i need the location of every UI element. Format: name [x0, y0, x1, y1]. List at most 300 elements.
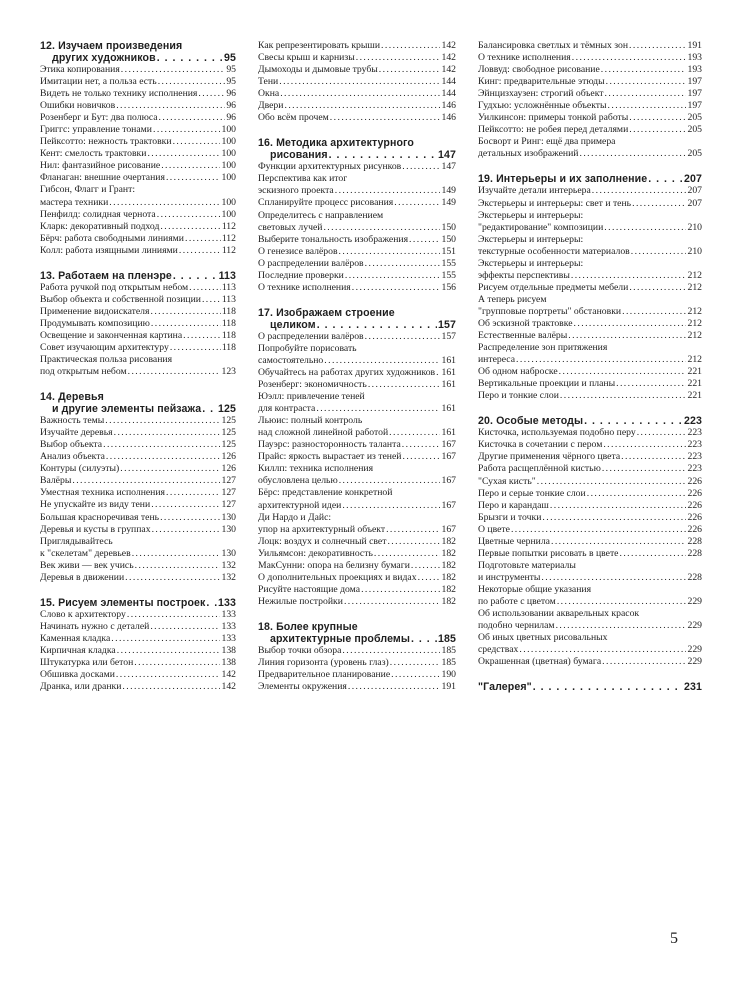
toc-entry-text: Попробуйте порисовать: [258, 342, 357, 354]
toc-entry-page: 144: [441, 76, 456, 88]
section-title-line: [478, 681, 702, 693]
dot-leader: [157, 209, 221, 221]
toc-entry-text: Цветные чернила: [478, 535, 550, 547]
toc-entry-line: [478, 88, 702, 100]
dot-leader: [173, 270, 218, 282]
toc-entry: [478, 560, 702, 584]
toc-entry-line: [478, 439, 702, 451]
toc-entry-text: детальных изображений: [478, 148, 579, 160]
toc-entry-line: [258, 391, 456, 403]
toc-entry-page: 226: [687, 475, 702, 487]
dot-leader: [389, 427, 440, 439]
toc-entry-page: 223: [687, 463, 702, 475]
dot-leader: [572, 52, 687, 64]
toc-entry-text: Первые попытки рисовать в цвете: [478, 547, 619, 559]
toc-entry-line: [478, 342, 702, 354]
toc-entry-page: 226: [687, 487, 702, 499]
toc-entry-page: 161: [441, 354, 456, 366]
toc-entry-text: Важность темы: [40, 415, 105, 427]
toc-entry-text: Об использовании акварельных красок: [478, 608, 640, 620]
toc-entry-text: Кларк: декоративный подход: [40, 220, 160, 232]
toc-entry-line: [258, 100, 456, 112]
toc-entry: [258, 234, 456, 246]
dot-leader: [106, 451, 221, 463]
toc-entry-page: 226: [687, 523, 702, 535]
toc-entry-page: 207: [687, 197, 702, 209]
toc-entry-line: [40, 136, 236, 148]
toc-entry-line: [478, 572, 702, 584]
toc-entry-line: [478, 148, 702, 160]
toc-entry-line: [478, 52, 702, 64]
toc-entry-line: [478, 124, 702, 136]
toc-entry-text: Перо и серые тонкие слои: [478, 487, 586, 499]
dot-leader: [150, 621, 220, 633]
toc-entry-line: [478, 282, 702, 294]
toc-section: [258, 307, 456, 608]
toc-entry: [40, 645, 236, 657]
section-title-line: [40, 40, 236, 52]
toc-entry-text: Бёрч: работа свободными линиями: [40, 232, 184, 244]
toc-entry: [258, 173, 456, 197]
dot-leader: [605, 88, 687, 100]
toc-entry-text: Окрашенная (цветная) бумага: [478, 656, 602, 668]
toc-entry-page: 221: [687, 390, 702, 402]
toc-entry-text: световых лучей: [258, 221, 323, 233]
toc-entry: [258, 681, 456, 693]
toc-entry-line: [40, 572, 236, 584]
toc-entry-line: [478, 198, 702, 210]
toc-entry-text: А теперь рисуем: [478, 293, 547, 305]
toc-entry-text: Кисточка в сочетании с пером: [478, 439, 603, 451]
toc-entry-line: [40, 342, 236, 354]
toc-section: [258, 621, 456, 693]
toc-entry-text: Век живи — век учись: [40, 559, 134, 571]
toc-entry-line: [478, 560, 702, 572]
dot-leader: [368, 379, 441, 391]
toc-entry: [478, 500, 702, 512]
section-title: [478, 415, 702, 427]
toc-entry-page: 144: [441, 88, 456, 100]
section-title-line: [258, 149, 456, 161]
dot-leader: [173, 136, 221, 148]
toc-entry-page: 167: [441, 451, 456, 463]
toc-entry-page: 96: [226, 112, 236, 124]
toc-entry-text: Кент: смелость трактовки: [40, 148, 147, 160]
toc-entry-line: [40, 282, 236, 294]
toc-entry: [40, 572, 236, 584]
dot-leader: [117, 645, 221, 657]
dot-leader: [335, 185, 441, 197]
toc-entry-text: Практическая польза рисования: [40, 354, 173, 366]
toc-entry-text: эффекты перспективы: [478, 269, 570, 281]
dot-leader: [166, 487, 220, 499]
dot-leader: [342, 645, 440, 657]
toc-entry-line: [478, 234, 702, 246]
toc-entry-text: Кинг: предварительные этюды: [478, 76, 605, 88]
dot-leader: [559, 366, 687, 378]
toc-entry-page: 112: [221, 232, 236, 244]
toc-entry-page: 118: [221, 305, 236, 317]
toc-entry: [40, 342, 236, 354]
toc-entry-line: [258, 222, 456, 234]
section-title: [40, 40, 236, 64]
toc-entry: [258, 246, 456, 258]
toc-entry-line: [258, 512, 456, 524]
toc-entry-line: [478, 500, 702, 512]
toc-entry: [258, 76, 456, 88]
toc-entry-text: Лоцк: воздух и солнечный свет: [258, 535, 387, 547]
toc-entry-line: [40, 451, 236, 463]
toc-entry-text: Окна: [258, 88, 280, 100]
dot-leader: [111, 633, 220, 645]
dot-leader: [550, 500, 687, 512]
toc-section: [478, 415, 702, 668]
dot-leader: [571, 270, 687, 282]
toc-entry: [478, 64, 702, 76]
toc-entry-page: 142: [221, 681, 236, 693]
toc-entry: [258, 584, 456, 596]
dot-leader: [125, 572, 220, 584]
toc-entry-text: и инструменты: [478, 571, 541, 583]
toc-entry: [478, 185, 702, 197]
toc-entry-text: Вертикальные проекции и планы: [478, 378, 616, 390]
toc-entry-page: 156: [441, 281, 456, 293]
toc-section: [258, 137, 456, 294]
dot-leader: [160, 221, 220, 233]
toc-entry-line: [258, 367, 456, 379]
toc-entry-text: Рисуйте настоящие дома: [258, 583, 361, 595]
toc-entry-text: Не упускайте из виду тени: [40, 499, 151, 511]
dot-leader: [317, 319, 437, 331]
toc-entry-page: 113: [221, 281, 236, 293]
toc-entry-text: Спланируйте процесс рисования: [258, 197, 394, 209]
dot-leader: [116, 100, 225, 112]
dot-leader: [637, 427, 687, 439]
dot-leader: [116, 669, 221, 681]
toc-entry: [478, 136, 702, 160]
dot-leader: [280, 88, 440, 100]
toc-entry-page: 205: [687, 124, 702, 136]
toc-entry: [258, 560, 456, 572]
toc-entry-text: Контуры (силуэты): [40, 463, 120, 475]
toc-entry-text: Перо и карандаш: [478, 499, 549, 511]
toc-entry: [258, 415, 456, 439]
toc-entry-page: 182: [441, 595, 456, 607]
toc-entry-line: [40, 427, 236, 439]
dot-leader: [157, 52, 223, 64]
toc-entry-text: Выберите тональность изображения: [258, 233, 409, 245]
dot-leader: [345, 270, 441, 282]
toc-entry: [40, 172, 236, 184]
toc-entry-line: [40, 64, 236, 76]
toc-entry-page: 193: [687, 64, 702, 76]
toc-entry-text: Льюис: полный контроль: [258, 415, 363, 427]
toc-entry-page: 118: [221, 329, 236, 341]
toc-entry-text: Перспектива как итог: [258, 173, 348, 185]
toc-entry-page: 96: [226, 88, 236, 100]
section-title-text: рисования: [270, 149, 328, 162]
dot-leader: [587, 488, 687, 500]
toc-entry-line: [258, 355, 456, 367]
toc-entry: [40, 609, 236, 621]
toc-entry-page: 185: [441, 644, 456, 656]
toc-entry: [478, 512, 702, 524]
toc-entry-text: интереса: [478, 354, 516, 366]
toc-entry: [40, 669, 236, 681]
toc-entry-line: [478, 246, 702, 258]
dot-leader: [134, 657, 220, 669]
toc-entry-page: 229: [687, 620, 702, 632]
toc-entry-text: Изучайте деревья: [40, 427, 113, 439]
section-page-number: 223: [684, 415, 702, 428]
toc-entry: [478, 112, 702, 124]
toc-entry: [478, 100, 702, 112]
dot-leader: [602, 463, 687, 475]
toc-entry-text: подобно чернилам: [478, 620, 555, 632]
toc-entry-line: [258, 657, 456, 669]
toc-entry-text: Выбор точки обзора: [258, 644, 342, 656]
toc-entry-page: 95: [226, 64, 236, 75]
toc-entry-text: "групповые портреты" обстановки: [478, 305, 622, 317]
toc-entry: [478, 198, 702, 210]
toc-entry-text: Прайс: яркость вырастает из теней: [258, 451, 402, 463]
toc-entry-page: 132: [221, 571, 236, 583]
toc-entry-line: [40, 681, 236, 693]
toc-entry-text: Перо и тонкие слои: [478, 390, 559, 402]
toc-entry-text: О генезисе валёров: [258, 245, 338, 257]
toc-entry: [40, 64, 236, 76]
toc-entry-text: Штукатурка или бетон: [40, 656, 134, 668]
toc-entry-page: 150: [441, 233, 456, 245]
toc-entry-line: [40, 184, 236, 196]
toc-entry-line: [258, 415, 456, 427]
dot-leader: [391, 669, 440, 681]
dot-leader: [158, 76, 226, 88]
toc-entry-text: Кирпичная кладка: [40, 644, 116, 656]
toc-entry-text: Этика копирования: [40, 64, 120, 75]
section-title-line: [478, 415, 702, 427]
toc-entry-page: 100: [221, 136, 236, 148]
toc-entry: [258, 572, 456, 584]
dot-leader: [316, 403, 440, 415]
toc-entry: [40, 233, 236, 245]
toc-entry: [478, 258, 702, 282]
toc-entry-line: [40, 112, 236, 124]
toc-entry: [478, 40, 702, 52]
toc-entry-page: 100: [221, 148, 236, 160]
toc-entry: [258, 451, 456, 463]
toc-entry-page: 127: [221, 499, 236, 511]
toc-entry-text: Имитации нет, а польза есть: [40, 76, 157, 88]
section-title-line: [40, 270, 236, 282]
toc-entry: [40, 524, 236, 536]
toc-entry-page: 182: [441, 559, 456, 571]
toc-entry-line: [258, 669, 456, 681]
toc-entry-line: [258, 197, 456, 209]
section-title-text: архитектурные проблемы: [270, 632, 411, 645]
toc-entry-page: 228: [687, 535, 702, 547]
toc-entry-text: Нил: фантазийное рисование: [40, 160, 161, 172]
toc-entry-page: 197: [687, 88, 702, 100]
dot-leader: [284, 100, 440, 112]
toc-entry-page: 126: [221, 451, 236, 463]
toc-entry-text: Каменная кладка: [40, 632, 111, 644]
dot-leader: [114, 427, 221, 439]
toc-entry-text: упор на архитектурный объект: [258, 523, 386, 535]
toc-entry-page: 212: [687, 269, 702, 281]
toc-entry-line: [40, 512, 236, 524]
toc-entry-line: [258, 282, 456, 294]
toc-entry-text: Естественные валёры: [478, 330, 568, 342]
dot-leader: [153, 124, 221, 136]
toc-entry: [40, 318, 236, 330]
toc-entry: [40, 100, 236, 112]
toc-entry-text: Рисуем отдельные предметы мебели: [478, 281, 629, 293]
toc-entry-page: 125: [221, 439, 236, 451]
toc-entry-line: [40, 548, 236, 560]
toc-entry-page: 212: [687, 330, 702, 342]
toc-entry-page: 130: [221, 547, 236, 559]
toc-entry-page: 212: [687, 305, 702, 317]
toc-entry-page: 127: [221, 475, 236, 487]
toc-entry-page: 223: [687, 427, 702, 439]
toc-entry-text: текстурные особенности материалов: [478, 245, 630, 257]
toc-entry-line: [258, 560, 456, 572]
toc-entry-page: 226: [687, 511, 702, 523]
toc-section: [478, 681, 702, 693]
toc-entry-text: "Сухая кисть": [478, 475, 536, 487]
toc-entry-line: [40, 318, 236, 330]
toc-entry-line: [258, 343, 456, 355]
toc-entry: [258, 645, 456, 657]
toc-entry-text: мастера техники: [40, 196, 109, 208]
toc-entry-line: [478, 40, 702, 52]
dot-leader: [109, 197, 220, 209]
toc-entry-line: [40, 621, 236, 633]
toc-entry-text: Некоторые общие указания: [478, 583, 592, 595]
dot-leader: [183, 330, 221, 342]
toc-entry: [40, 451, 236, 463]
toc-entry: [40, 209, 236, 221]
dot-leader: [557, 596, 687, 608]
toc-entry-line: [40, 487, 236, 499]
section-title: [478, 681, 702, 693]
toc-entry: [478, 451, 702, 463]
toc-entry-text: Розенберг: экономичность: [258, 379, 367, 391]
toc-entry: [40, 88, 236, 100]
toc-entry: [258, 100, 456, 112]
toc-entry-page: 142: [441, 64, 456, 76]
toc-entry: [40, 330, 236, 342]
toc-entry-line: [258, 403, 456, 415]
toc-entry-text: Обучайтесь на работах других художников: [258, 366, 436, 378]
dot-leader: [541, 572, 686, 584]
toc-entry-page: 185: [441, 656, 456, 668]
dot-leader: [616, 378, 686, 390]
toc-column-left: [40, 40, 236, 693]
section-title-text: "Галерея": [478, 681, 532, 694]
dot-leader: [151, 318, 221, 330]
toc-entry-page: 229: [687, 595, 702, 607]
dot-leader: [542, 512, 686, 524]
toc-entry-text: Линия горизонта (уровень глаз): [258, 656, 389, 668]
toc-entry-text: Уилкинсон: примеры тонкой работы: [478, 112, 629, 124]
toc-entry-page: 100: [221, 124, 236, 136]
toc-entry-line: [478, 366, 702, 378]
dot-leader: [135, 560, 221, 572]
toc-entry: [258, 112, 456, 124]
toc-entry: [478, 476, 702, 488]
toc-entry-page: 182: [441, 547, 456, 559]
toc-entry-line: [40, 160, 236, 172]
section-title-line: [258, 319, 456, 331]
toc-entry-line: [40, 669, 236, 681]
toc-entry-text: Предварительное планирование: [258, 669, 391, 681]
dot-leader: [551, 536, 686, 548]
toc-entry: [40, 294, 236, 306]
section-page-number: 157: [438, 318, 456, 331]
toc-entry-page: 112: [221, 220, 236, 232]
toc-entry-text: О цвете: [478, 523, 510, 535]
toc-entry-page: 223: [687, 439, 702, 451]
toc-entry: [478, 234, 702, 258]
toc-entry-page: 149: [441, 197, 456, 209]
section-title-line: [258, 307, 456, 319]
dot-leader: [390, 657, 441, 669]
toc-entry-page: 142: [221, 669, 236, 681]
section-title: [40, 391, 236, 415]
toc-entry: [258, 463, 456, 487]
toc-entry-page: 100: [221, 172, 236, 184]
section-page-number: 147: [438, 149, 456, 162]
toc-entry-page: 191: [441, 681, 456, 693]
toc-entry: [478, 88, 702, 100]
toc-entry: [478, 76, 702, 88]
toc-entry: [478, 548, 702, 560]
toc-entry-page: 161: [441, 403, 456, 415]
toc-entry: [40, 439, 236, 451]
toc-entry-line: [478, 427, 702, 439]
section-title-line: [258, 137, 456, 149]
dot-leader: [330, 112, 441, 124]
section-title: [258, 307, 456, 331]
toc-entry-line: [40, 475, 236, 487]
toc-entry-line: [40, 306, 236, 318]
toc-entry-page: 167: [441, 499, 456, 511]
toc-entry-line: [478, 524, 702, 536]
toc-entry-page: 157: [441, 330, 456, 342]
toc-entry-page: 149: [441, 185, 456, 197]
toc-entry-page: 190: [441, 669, 456, 681]
toc-entry: [478, 488, 702, 500]
dot-leader: [394, 197, 440, 209]
toc-entry-page: 118: [221, 317, 236, 329]
toc-entry-line: [40, 633, 236, 645]
dot-leader: [105, 415, 220, 427]
dot-leader: [122, 681, 220, 693]
section-title-text: целиком: [270, 318, 316, 331]
toc-entry-line: [478, 306, 702, 318]
section-title: [258, 621, 456, 645]
toc-entry-text: Тени: [258, 76, 279, 88]
dot-leader: [356, 52, 441, 64]
dot-leader: [629, 112, 686, 124]
toc-entry-line: [40, 221, 236, 233]
dot-leader: [150, 306, 220, 318]
toc-entry-text: Экстерьеры и интерьеры:: [478, 209, 584, 221]
toc-entry-text: Экстерьеры и интерьеры:: [478, 233, 584, 245]
toc-entry-text: Балансировка светлых и тёмных зон: [478, 40, 629, 51]
